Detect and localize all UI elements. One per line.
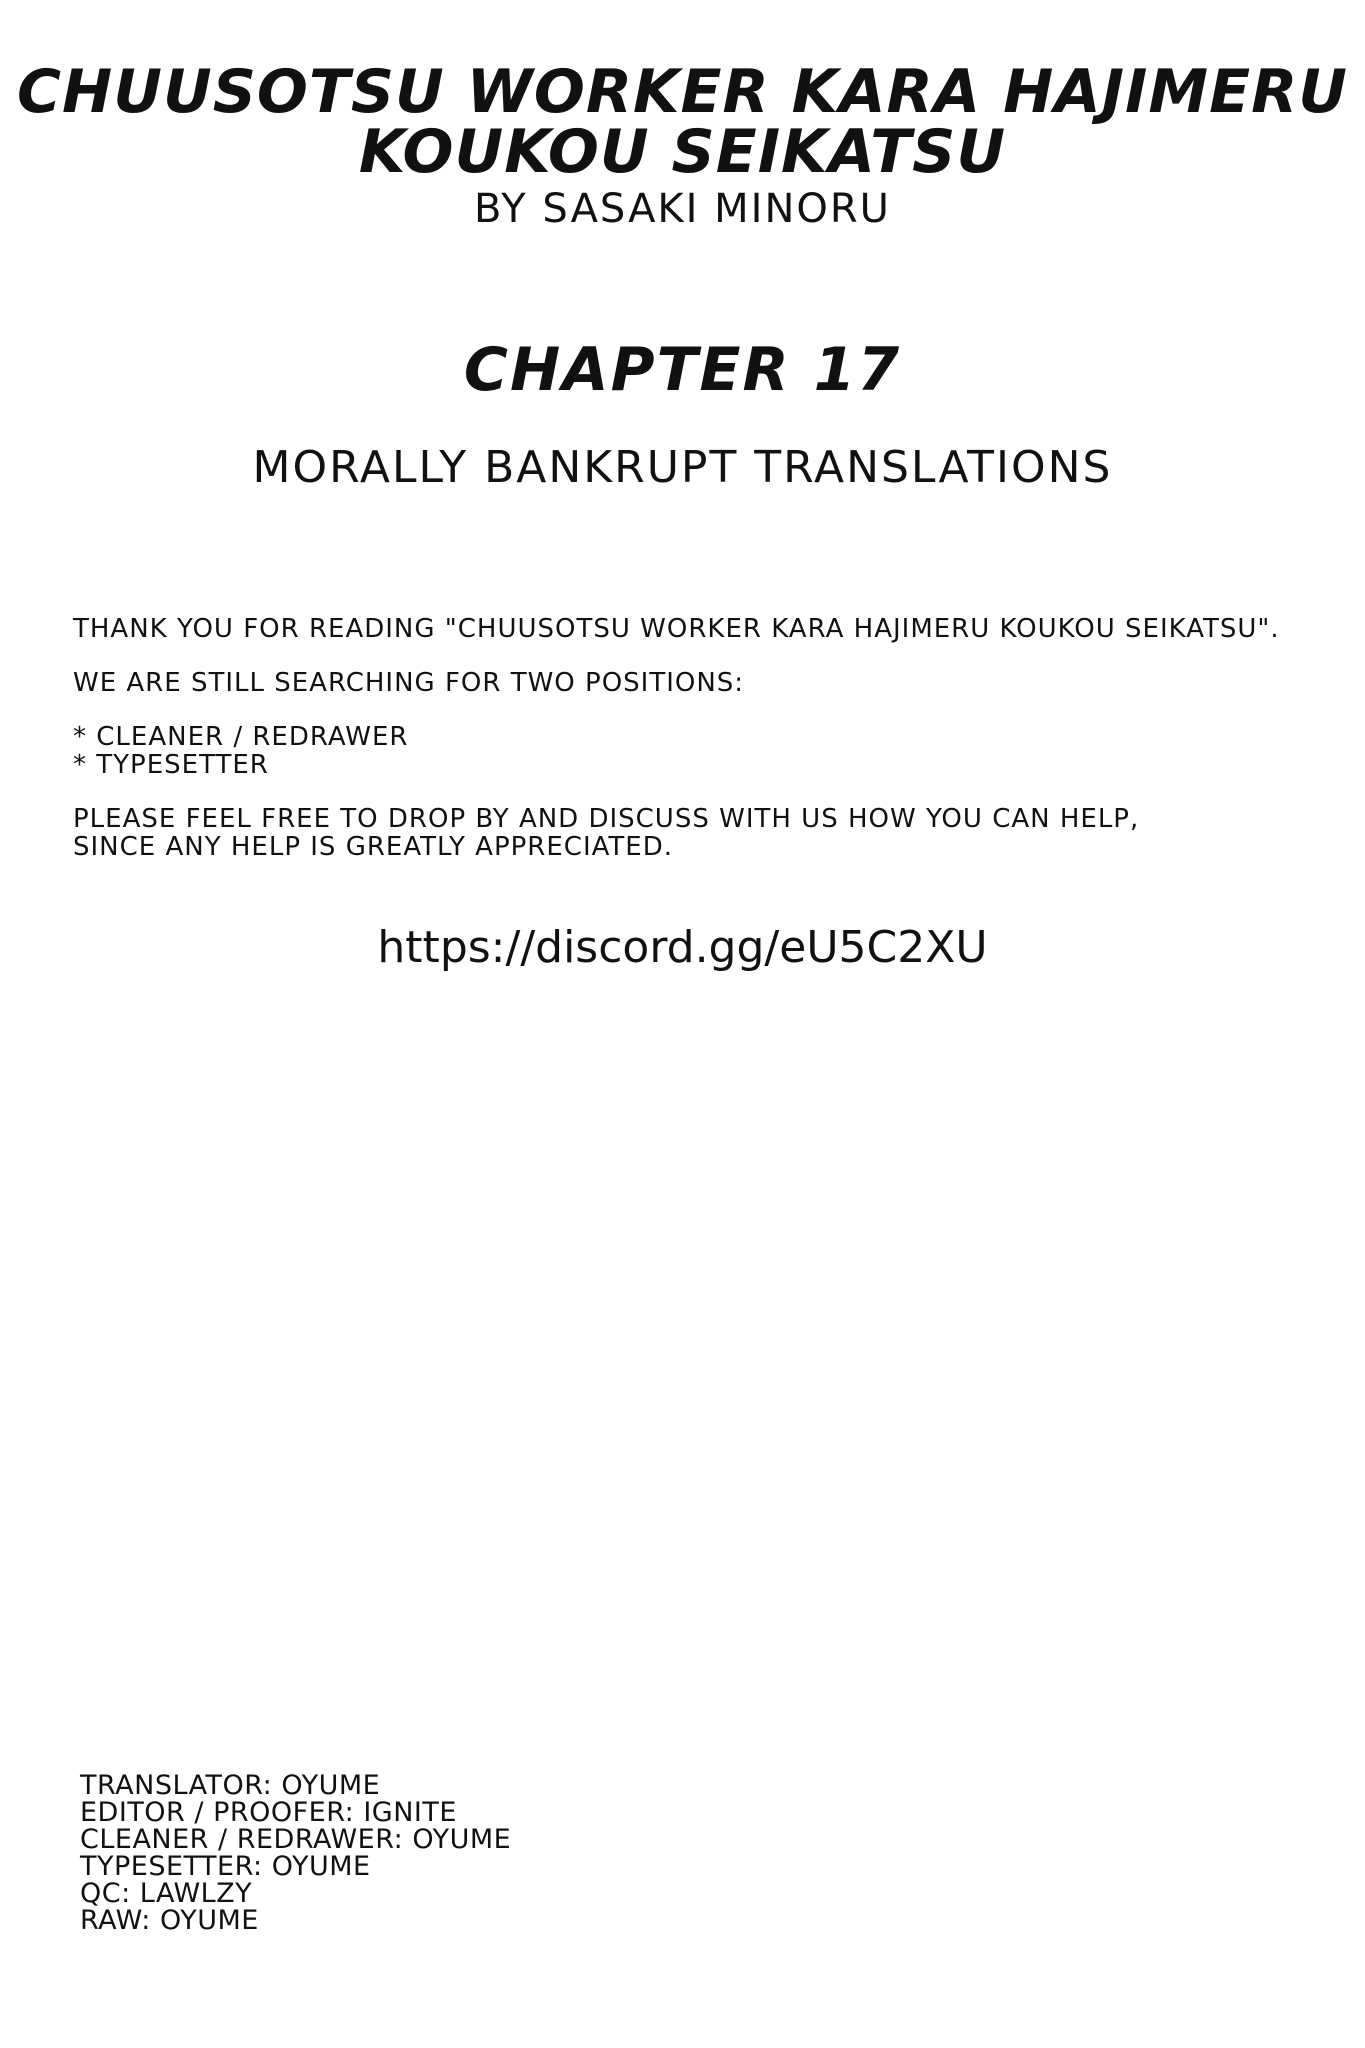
credit-line: EDITOR / PROOFER: IGNITE xyxy=(80,1797,457,1828)
positions-list xyxy=(73,723,1313,779)
positions-intro: WE ARE STILL SEARCHING FOR TWO POSITIONS: xyxy=(73,668,745,698)
thanks-text: THANK YOU FOR READING "CHUUSOTSU WORKER KARA HAJIMERU KOUKOU SEIKATSU". xyxy=(73,614,1280,644)
credit-line: RAW: OYUME xyxy=(80,1905,259,1936)
recruitment-notice xyxy=(73,615,1313,861)
help-text-line-2: SINCE ANY HELP IS GREATLY APPRECIATED. xyxy=(73,832,673,862)
credit-line: QC: LAWLZY xyxy=(80,1878,253,1909)
title-block xyxy=(0,57,1365,232)
discord-invite-link[interactable]: https://discord.gg/eU5C2XU xyxy=(377,922,988,973)
credit-line: CLEANER / REDRAWER: OYUME xyxy=(80,1824,512,1855)
group-name: MORALLY BANKRUPT TRANSLATIONS xyxy=(252,442,1113,493)
series-title-line-2: KOUKOU SEIKATSU xyxy=(358,117,1007,187)
help-text-line-1: PLEASE FEEL FREE TO DROP BY AND DISCUSS WITH US HOW YOU CAN HELP, xyxy=(73,804,1140,834)
position-item: * CLEANER / REDRAWER xyxy=(73,722,409,752)
author-line: BY SASAKI MINORU xyxy=(474,186,891,232)
chapter-heading: CHAPTER 17 xyxy=(463,335,902,405)
staff-credits xyxy=(80,1772,511,1934)
credit-line: TYPESETTER: OYUME xyxy=(80,1851,371,1882)
credit-line: TRANSLATOR: OYUME xyxy=(80,1770,381,1801)
series-title xyxy=(0,57,1365,187)
series-title-line-1: CHUUSOTSU WORKER KARA HAJIMERU xyxy=(17,57,1348,127)
position-item: * TYPESETTER xyxy=(73,750,269,780)
